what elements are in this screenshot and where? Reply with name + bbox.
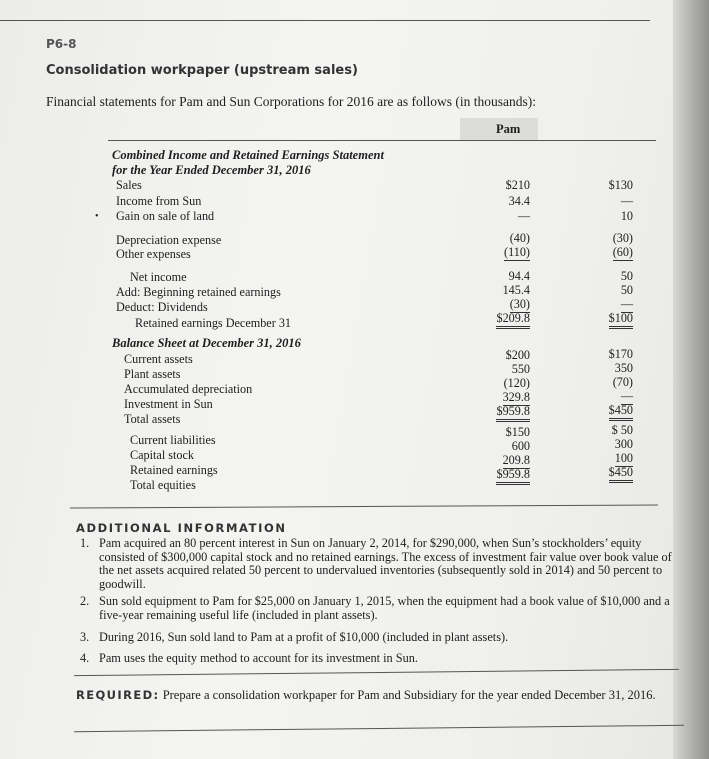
sun-current-liabilities: $ 50 xyxy=(611,423,633,437)
pam-sales: $210 xyxy=(505,178,530,192)
income-heading-2: for the Year Ended December 31, 2016 xyxy=(112,163,311,177)
item-number: 3. xyxy=(80,630,90,644)
sun-dividends: — xyxy=(620,297,633,311)
sun-current-assets: $170 xyxy=(608,347,633,361)
pam-total-equities: $959.8 xyxy=(460,467,530,485)
required-label: REQUIRED: xyxy=(76,688,160,702)
sun-sales: $130 xyxy=(608,178,633,192)
required-block xyxy=(76,688,686,703)
top-rule xyxy=(0,20,650,21)
pam-ending-re: $209.8 xyxy=(460,311,530,329)
sun-total-assets: $450 xyxy=(563,403,633,421)
additional-item-4 xyxy=(80,652,680,666)
required-bottom-rule xyxy=(74,725,684,732)
pam-income-from-sun: 34.4 xyxy=(508,194,530,208)
sun-beginning-re: 50 xyxy=(620,283,633,297)
additional-heading: ADDITIONAL INFORMATION xyxy=(76,521,287,535)
additional-item-1 xyxy=(80,537,680,591)
pam-current-liabilities: $150 xyxy=(505,425,530,439)
balance-heading: Balance Sheet at December 31, 2016 xyxy=(112,336,301,350)
table-top-rule xyxy=(108,140,656,141)
pam-column-header: Pam xyxy=(496,122,521,136)
row-label-accum-depr: Accumulated depreciation xyxy=(124,382,253,396)
row-label-beginning-re: Add: Beginning retained earnings xyxy=(116,285,281,299)
row-label-total-assets: Total assets xyxy=(124,412,181,426)
sun-total-equities: $450 xyxy=(563,465,633,483)
row-label-current-liabilities: Current liabilities xyxy=(130,433,216,447)
sun-income-from-sun: — xyxy=(620,194,633,208)
pam-accum-depr: (120) xyxy=(503,376,530,390)
sun-depreciation: (30) xyxy=(612,231,633,245)
sun-gain-on-land: 10 xyxy=(620,209,633,223)
item-number: 2. xyxy=(80,594,90,608)
row-label-depreciation: Depreciation expense xyxy=(116,233,222,247)
pam-current-assets: $200 xyxy=(505,348,530,362)
row-label-retained-earnings: Retained earnings xyxy=(130,463,218,477)
pam-retained-earnings: 209.8 xyxy=(502,453,530,467)
pam-capital-stock: 600 xyxy=(511,439,530,453)
item-text: Pam uses the equity method to account for its investment in Sun. xyxy=(99,651,418,665)
row-label-other-expenses: Other expenses xyxy=(116,247,191,261)
additional-item-3 xyxy=(80,631,680,645)
sun-retained-earnings: 100 xyxy=(614,451,633,465)
required-top-rule xyxy=(74,669,679,676)
required-text: Prepare a consolidation workpaper for Pam and Subsidiary for the year ended December 31, 2016. xyxy=(162,688,656,702)
item-number: 1. xyxy=(80,536,90,550)
row-label-net-income: Net income xyxy=(130,270,187,284)
pam-total-assets: $959.8 xyxy=(460,404,530,422)
sun-net-income: 50 xyxy=(620,269,633,283)
pam-net-income: 94.4 xyxy=(508,269,530,283)
row-label-dividends: Deduct: Dividends xyxy=(116,300,208,314)
sun-ending-re: $100 xyxy=(563,311,633,329)
pam-dividends: (30) xyxy=(509,297,530,311)
pam-beginning-re: 145.4 xyxy=(502,283,530,297)
table-bottom-rule xyxy=(70,504,658,508)
row-label-investment: Investment in Sun xyxy=(124,397,213,411)
sun-other-expenses: (60) xyxy=(612,245,633,259)
row-label-total-equities: Total equities xyxy=(130,478,196,492)
sun-accum-depr: (70) xyxy=(612,375,633,389)
sun-capital-stock: 300 xyxy=(614,437,633,451)
row-label-income-from-sun: Income from Sun xyxy=(116,194,202,208)
row-label-capital-stock: Capital stock xyxy=(130,448,194,462)
row-label-plant-assets: Plant assets xyxy=(124,367,181,381)
income-heading-1: Combined Income and Retained Earnings Statement xyxy=(112,148,384,162)
pam-gain-on-land: — xyxy=(517,209,530,223)
pam-other-expenses: (110) xyxy=(504,245,530,259)
row-label-gain-on-land: Gain on sale of land xyxy=(116,209,215,223)
item-number: 4. xyxy=(80,651,90,665)
row-label-ending-re: Retained earnings December 31 xyxy=(135,316,292,330)
pam-plant-assets: 550 xyxy=(511,362,530,376)
pam-investment: 329.8 xyxy=(502,390,530,404)
sun-investment: — xyxy=(620,389,633,403)
page-edge-shadow xyxy=(673,0,709,759)
item-text: Pam acquired an 80 percent interest in Sun on January 2, 2014, for $290,000, when Sun’s stockholders’ equity consisted of $300,000 capital stock and no retained earnings. The excess of investment fair value over book value of the net assets acquired related 50 percent to undervalued inventories (subsequently sold in 2014) and 50 percent to goodwill. xyxy=(99,536,672,591)
problem-intro: Financial statements for Pam and Sun Corporations for 2016 are as follows (in thousands): xyxy=(46,94,537,109)
row-label-sales: Sales xyxy=(116,178,142,192)
pam-depreciation: (40) xyxy=(509,231,530,245)
additional-item-2 xyxy=(80,595,680,622)
bullet-mark: • xyxy=(95,211,99,222)
sun-plant-assets: 350 xyxy=(614,361,633,375)
row-label-current-assets: Current assets xyxy=(124,352,193,366)
item-text: During 2016, Sun sold land to Pam at a profit of $10,000 (included in plant assets). xyxy=(99,630,509,644)
problem-code: P6-8 xyxy=(46,37,77,51)
item-text: Sun sold equipment to Pam for $25,000 on January 1, 2015, when the equipment had a book value of $10,000 and a five-year remaining useful life (included in plant assets). xyxy=(99,594,670,622)
problem-title: Consolidation workpaper (upstream sales) xyxy=(46,63,358,78)
